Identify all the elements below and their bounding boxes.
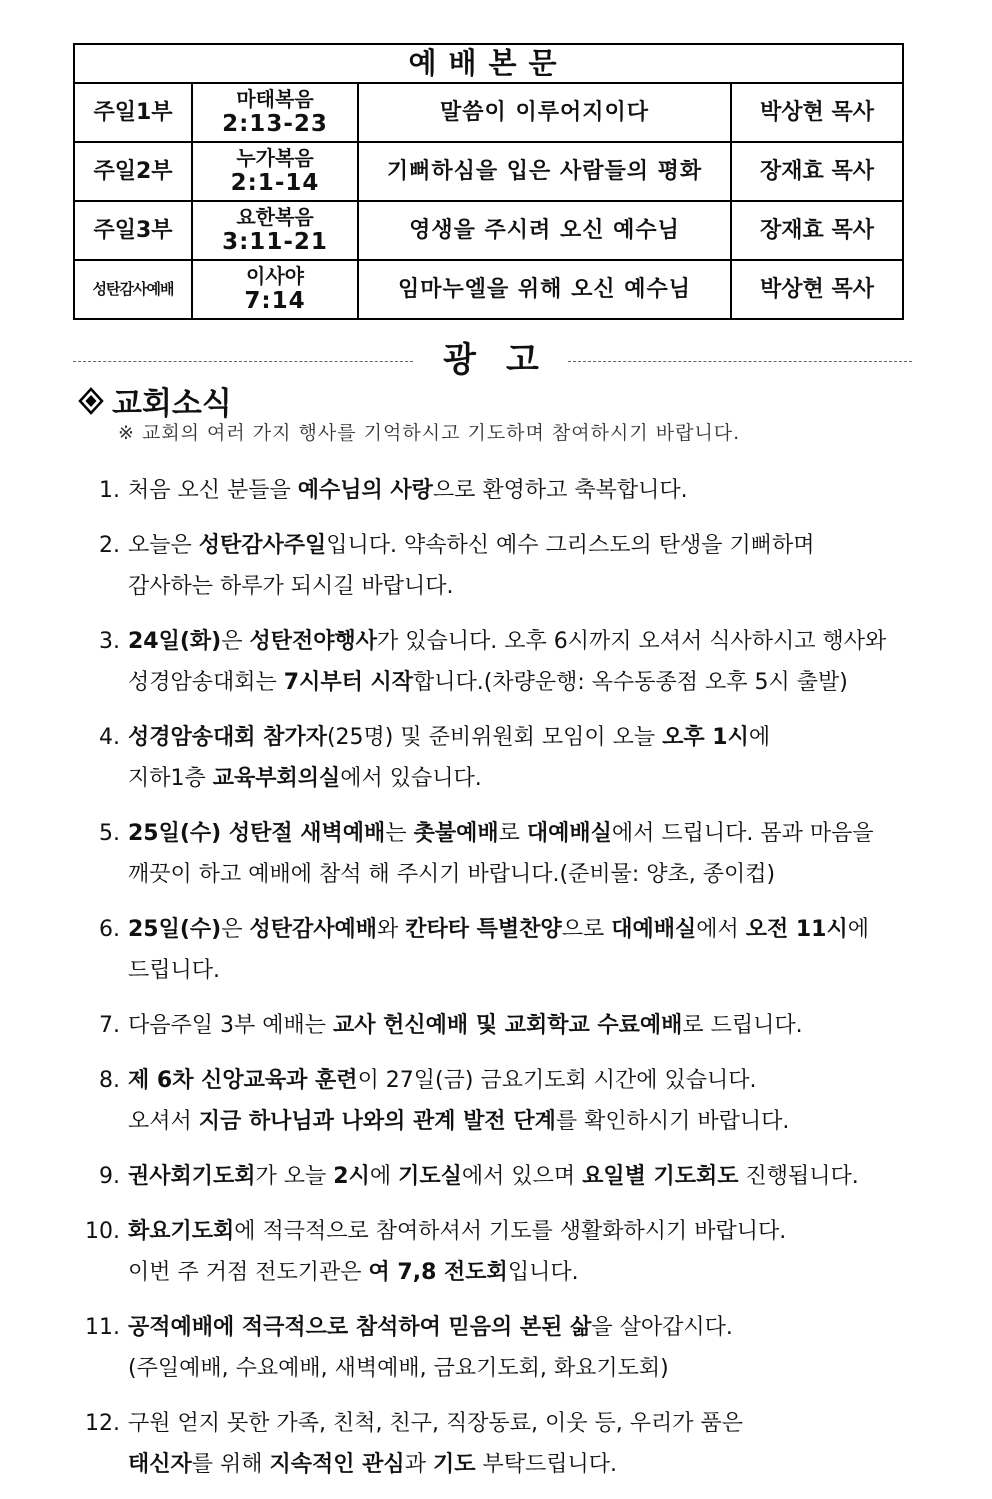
announcement-item <box>72 1403 922 1485</box>
emphasis-text: 25일(수) 성탄절 새벽예배 <box>128 821 386 846</box>
announcement-item <box>72 1307 922 1389</box>
plain-text: 깨끗이 하고 예배에 참석 해 주시기 바랍니다.(준비물: 양초, 종이컵) <box>128 862 776 887</box>
section-title-text: 교회소식 <box>112 386 232 422</box>
section-note: ※ 교회의 여러 가지 행사를 기억하시고 기도하며 참여하시기 바랍니다. <box>118 422 741 444</box>
item-number: 6. <box>99 917 120 942</box>
item-number: 3. <box>99 629 120 654</box>
emphasis-text: 교사 헌신예배 및 교회학교 수료예배 <box>333 1013 683 1038</box>
item-number: 12. <box>85 1411 120 1436</box>
worship-row <box>74 142 903 201</box>
plain-text: 에서 <box>696 917 746 942</box>
announcement-item <box>72 813 922 895</box>
item-text <box>128 1403 922 1485</box>
scripture-book: 누가복음 <box>236 145 314 170</box>
item-number: 7. <box>99 1013 120 1038</box>
sermon-title: 말씀이 이루어지이다 <box>358 83 731 142</box>
emphasis-text: 대예배실 <box>611 917 697 942</box>
preacher-name: 장재효 목사 <box>731 142 903 201</box>
plain-text: 에 <box>369 1164 399 1189</box>
plain-text: 에서 드립니다. 몸과 마음을 <box>611 821 874 846</box>
item-line <box>128 1307 922 1348</box>
plain-text: 와 <box>377 917 406 942</box>
plain-text: 오셔서 <box>128 1109 199 1134</box>
announcement-item <box>72 621 922 703</box>
emphasis-text: 여 7,8 전도회 <box>368 1260 508 1285</box>
worship-table <box>73 43 904 320</box>
emphasis-text: 2시 <box>333 1164 370 1189</box>
plain-text: 드립니다. <box>128 958 221 983</box>
announcement-item <box>72 1156 922 1197</box>
item-line <box>128 1060 922 1101</box>
plain-text: 지하1층 <box>128 766 213 791</box>
plain-text: 으로 환영하고 축복합니다. <box>432 478 688 503</box>
emphasis-text: 성탄감사주일 <box>198 533 327 558</box>
item-line <box>128 525 922 566</box>
item-number: 11. <box>85 1315 120 1340</box>
item-line <box>128 717 922 758</box>
item-line <box>128 1005 922 1046</box>
scripture-reference <box>192 201 358 260</box>
announcement-item <box>72 1211 922 1293</box>
emphasis-text: 공적예배에 적극적으로 참석하여 믿음의 본된 삶 <box>128 1315 592 1340</box>
plain-text: 으로 <box>561 917 612 942</box>
item-line <box>128 1252 922 1293</box>
plain-text: 진행됩니다. <box>738 1164 859 1189</box>
item-line <box>128 566 922 607</box>
emphasis-text: 태신자 <box>128 1452 192 1477</box>
preacher-name: 박상현 목사 <box>731 83 903 142</box>
plain-text: 과 <box>404 1452 433 1477</box>
plain-text: 을 살아갑시다. <box>591 1315 733 1340</box>
worship-table-header <box>74 44 903 83</box>
plain-text: 에 <box>847 917 869 942</box>
item-line <box>128 813 922 854</box>
service-name: 주일1부 <box>74 83 192 142</box>
plain-text: 부탁드립니다. <box>475 1452 617 1477</box>
item-text <box>128 470 922 511</box>
plain-text: 오늘은 <box>128 533 199 558</box>
item-line <box>128 662 922 703</box>
emphasis-text: 지속적인 관심 <box>269 1452 405 1477</box>
plain-text: (주일예배, 수요예배, 새벽예배, 금요기도회, 화요기도회) <box>128 1356 669 1381</box>
scripture-verse: 3:11-21 <box>222 228 328 255</box>
item-number: 2. <box>99 533 120 558</box>
announcements-title: 광고 <box>443 340 569 380</box>
plain-text: 성경암송대회는 <box>128 670 284 695</box>
plain-text: 로 드립니다. <box>682 1013 803 1038</box>
emphasis-text: 오전 11시 <box>745 917 848 942</box>
announcement-item <box>72 470 922 511</box>
item-number: 4. <box>99 725 120 750</box>
plain-text: 에 적극적으로 참여하셔서 기도를 생활화하시기 바랍니다. <box>234 1219 787 1244</box>
item-line <box>128 470 922 511</box>
emphasis-text: 24일(화) <box>128 629 222 654</box>
plain-text: 는 <box>385 821 414 846</box>
item-text <box>128 525 922 607</box>
item-line <box>128 950 922 991</box>
item-line <box>128 1348 922 1389</box>
item-number: 10. <box>85 1219 120 1244</box>
plain-text: 감사하는 하루가 되시길 바랍니다. <box>128 574 454 599</box>
plain-text: 에서 있으며 <box>461 1164 583 1189</box>
item-line <box>128 1101 922 1142</box>
plain-text: 입니다. 약속하신 예수 그리스도의 탄생을 기뻐하며 <box>326 533 815 558</box>
plain-text: 처음 오신 분들을 <box>128 478 298 503</box>
announcement-item <box>72 717 922 799</box>
emphasis-text: 제 6차 신앙교육과 훈련 <box>128 1068 358 1093</box>
emphasis-text: 25일(수) <box>128 917 222 942</box>
item-line <box>128 1211 922 1252</box>
scripture-verse: 2:13-23 <box>222 110 328 137</box>
plain-text: 입니다. <box>507 1260 579 1285</box>
plain-text: 합니다.(차량운행: 옥수동종점 오후 5시 출발) <box>413 670 848 695</box>
scripture-book: 요한복음 <box>236 204 314 229</box>
plain-text: 가 오늘 <box>255 1164 334 1189</box>
item-text <box>128 1307 922 1389</box>
announcement-list <box>72 470 922 1499</box>
plain-text: 이 27일(금) 금요기도회 시간에 있습니다. <box>357 1068 757 1093</box>
scripture-book: 마태복음 <box>236 86 314 111</box>
plain-text: 를 확인하시기 바랍니다. <box>555 1109 790 1134</box>
item-line <box>128 1156 922 1197</box>
emphasis-text: 권사회기도회 <box>128 1164 256 1189</box>
divider-left <box>73 361 413 362</box>
section-heading <box>78 378 232 423</box>
emphasis-text: 대예배실 <box>526 821 612 846</box>
scripture-reference <box>192 142 358 201</box>
item-number: 5. <box>99 821 120 846</box>
plain-text: 은 <box>221 917 250 942</box>
item-text <box>128 1005 922 1046</box>
item-text <box>128 909 922 991</box>
item-text <box>128 1211 922 1293</box>
emphasis-text: 요일별 기도회도 <box>582 1164 739 1189</box>
item-text <box>128 813 922 895</box>
announcement-item <box>72 909 922 991</box>
item-text <box>128 621 922 703</box>
item-text <box>128 1156 922 1197</box>
sermon-title: 임마누엘을 위해 오신 예수님 <box>358 260 731 319</box>
service-name: 주일2부 <box>74 142 192 201</box>
item-line <box>128 758 922 799</box>
item-number: 1. <box>99 478 120 503</box>
plain-text: 에서 있습니다. <box>340 766 482 791</box>
plain-text: 를 위해 <box>191 1452 270 1477</box>
worship-row <box>74 201 903 260</box>
diamond-bullet-icon <box>78 386 104 416</box>
emphasis-text: 촛불예배 <box>413 821 499 846</box>
preacher-name: 박상현 목사 <box>731 260 903 319</box>
emphasis-text: 예수님의 사랑 <box>297 478 433 503</box>
scripture-reference <box>192 83 358 142</box>
emphasis-text: 교육부회의실 <box>212 766 341 791</box>
emphasis-text: 기도실 <box>398 1164 462 1189</box>
emphasis-text: 성탄감사예배 <box>249 917 377 942</box>
plain-text: 다음주일 3부 예배는 <box>128 1013 333 1038</box>
item-text <box>128 717 922 799</box>
scripture-book: 이사야 <box>246 263 304 288</box>
emphasis-text: 오후 1시 <box>662 725 749 750</box>
emphasis-text: 기도 <box>432 1452 476 1477</box>
plain-text: 에 <box>748 725 771 750</box>
emphasis-text: 성경암송대회 참가자 <box>128 725 327 750</box>
item-line <box>128 621 922 662</box>
item-line <box>128 909 922 950</box>
sermon-title: 영생을 주시려 오신 예수님 <box>358 201 731 260</box>
preacher-name: 장재효 목사 <box>731 201 903 260</box>
plain-text: 은 <box>221 629 250 654</box>
plain-text: 로 <box>498 821 527 846</box>
worship-row <box>74 260 903 319</box>
announcement-item <box>72 1005 922 1046</box>
item-number: 8. <box>99 1068 120 1093</box>
item-text <box>128 1060 922 1142</box>
plain-text: 가 있습니다. 오후 6시까지 오셔서 식사하시고 행사와 <box>377 629 887 654</box>
item-line <box>128 854 922 895</box>
scripture-verse: 7:14 <box>244 287 306 314</box>
item-line <box>128 1444 922 1485</box>
divider-right <box>568 361 912 362</box>
emphasis-text: 지금 하나님과 나와의 관계 발전 단계 <box>198 1109 556 1134</box>
item-line <box>128 1403 922 1444</box>
plain-text: 구원 얻지 못한 가족, 친척, 친구, 직장동료, 이웃 등, 우리가 품은 <box>128 1411 743 1436</box>
emphasis-text: 7시부터 시작 <box>283 670 413 695</box>
plain-text: (25명) 및 준비위원회 모임이 오늘 <box>326 725 663 750</box>
scripture-reference <box>192 260 358 319</box>
emphasis-text: 성탄전야행사 <box>249 629 377 654</box>
item-number: 9. <box>99 1164 120 1189</box>
worship-table-title: 예배본문 <box>74 44 903 83</box>
service-name: 성탄감사예배 <box>74 260 192 319</box>
emphasis-text: 칸타타 특별찬양 <box>405 917 562 942</box>
service-name: 주일3부 <box>74 201 192 260</box>
scripture-verse: 2:1-14 <box>230 169 320 196</box>
emphasis-text: 화요기도회 <box>128 1219 235 1244</box>
sermon-title: 기뻐하심을 입은 사람들의 평화 <box>358 142 731 201</box>
worship-row <box>74 83 903 142</box>
announcement-item <box>72 1060 922 1142</box>
plain-text: 이번 주 거점 전도기관은 <box>128 1260 369 1285</box>
announcement-item <box>72 525 922 607</box>
